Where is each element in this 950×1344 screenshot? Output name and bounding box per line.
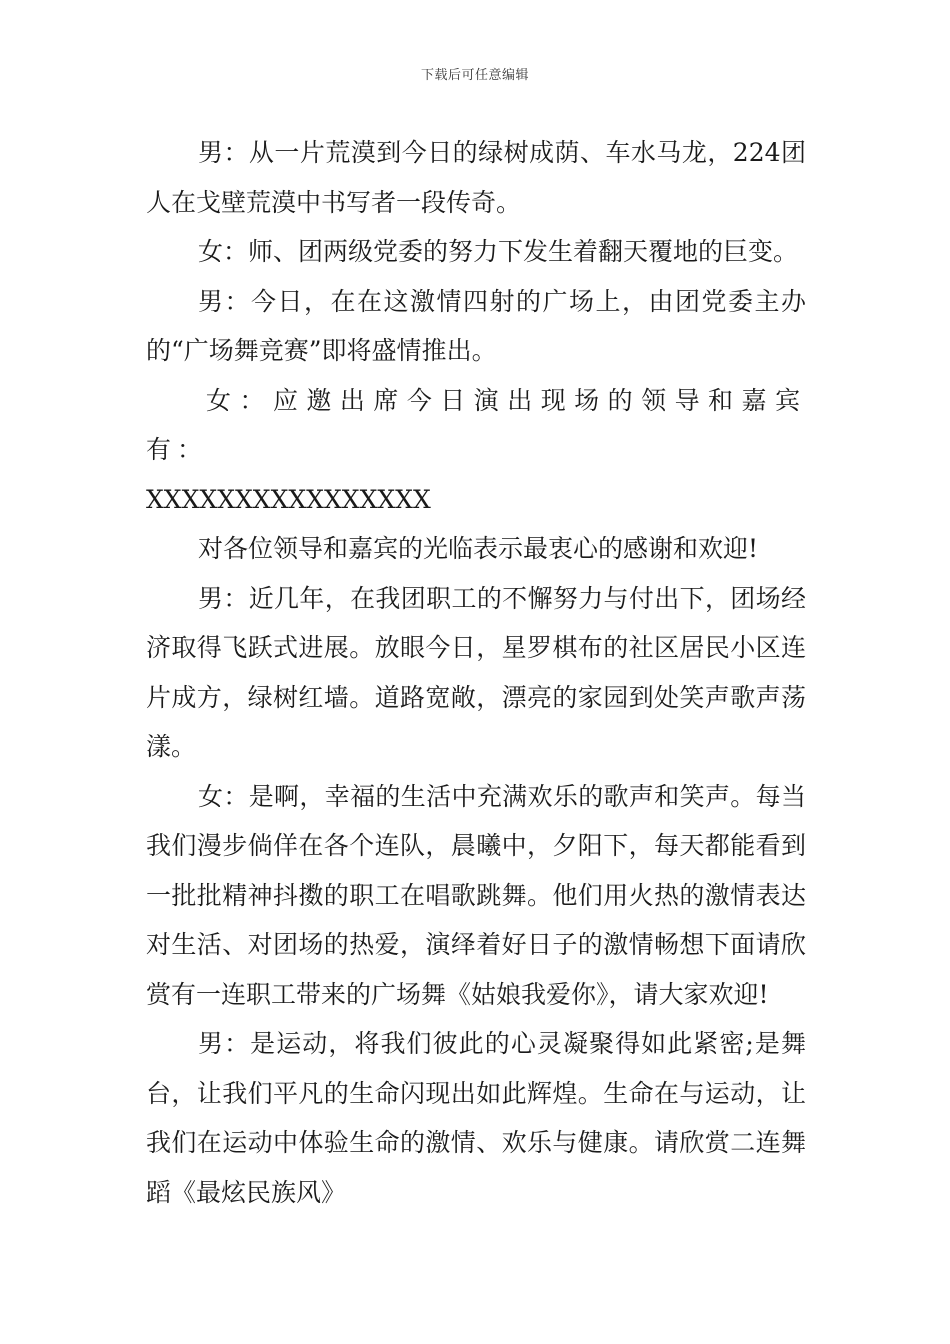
paragraph-party-committee: 女：师、团两级党委的努力下发生着翻天覆地的巨变。 bbox=[198, 237, 799, 266]
paragraph-guests-placeholder: XXXXXXXXXXXXXXXX bbox=[146, 484, 431, 514]
paragraph-happy-life: 女：是啊，幸福的生活中充满欢乐的歌声和笑声。每当我们漫步倘佯在各个连队，晨曦中，夕阳下，每天都能看到一批批精神抖擞的职工在唱歌跳舞。他们用火热的激情表达对生活、对团场的热爱，演绎着好日子的激情畅想下面请欣赏有一连职工带来的广场舞《姑娘我爱你》，请大家欢迎! bbox=[146, 781, 806, 1009]
page-header: 下载后可任意编辑 bbox=[420, 68, 529, 83]
paragraph-development: 男：近几年，在我团职工的不懈努力与付出下，团场经济取得飞跃式进展。放眼今日，星罗棋布的社区居民小区连片成方，绿树红墙。道路宽敞，漂亮的家园到处笑声歌声荡漾。 bbox=[146, 583, 806, 761]
paragraph-sports-stage: 男：是运动，将我们彼此的心灵凝聚得如此紧密;是舞台，让我们平凡的生命闪现出如此辉煌。生命在与运动，让我们在运动中体验生命的激情、欢乐与健康。请欣赏二连舞蹈《最炫民族风》 bbox=[146, 1029, 806, 1207]
paragraph-thanks: 对各位领导和嘉宾的光临表示最衷心的感谢和欢迎! bbox=[198, 534, 759, 563]
paragraph-guests-intro: 女：应邀出席今日演出现场的领导和嘉宾有： bbox=[146, 385, 806, 464]
paragraph-competition-launch: 男：今日，在在这激情四射的广场上，由团党委主办的“广场舞竞赛”即将盛情推出。 bbox=[146, 286, 806, 365]
document-body bbox=[146, 128, 806, 1217]
paragraph-intro: 男：从一片荒漠到今日的绿树成荫、车水马龙，224团人在戈壁荒漠中书写者一段传奇。 bbox=[146, 138, 806, 217]
